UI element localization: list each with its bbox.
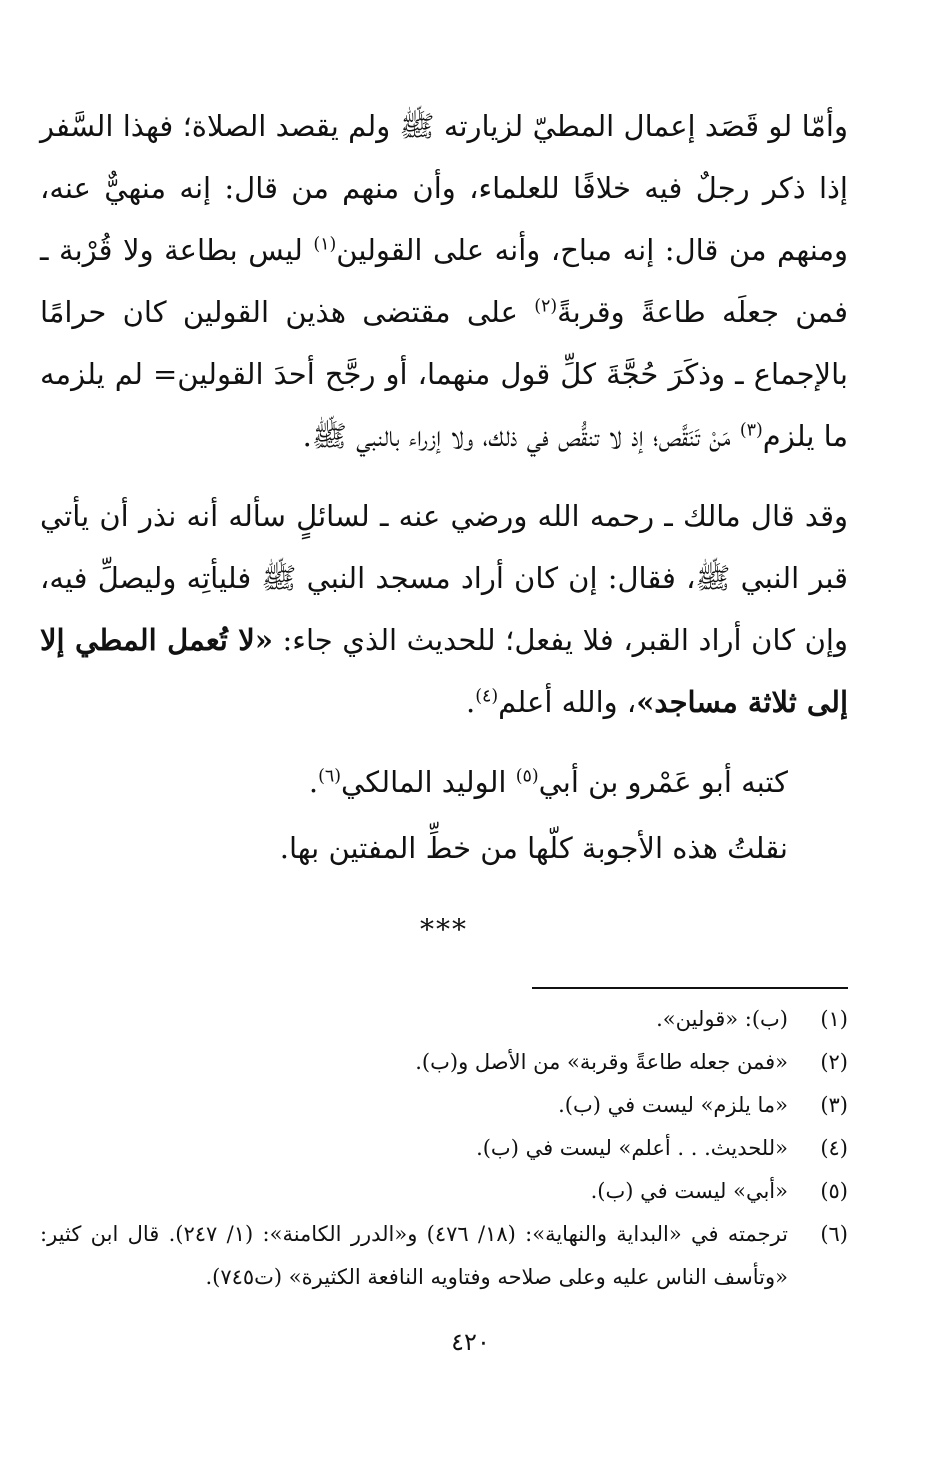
paragraph-2-part-b: ، والله أعلم bbox=[498, 685, 637, 719]
footnote-number: (١) bbox=[820, 1007, 848, 1031]
footnote-text: «أبي» ليست في (ب). bbox=[590, 1179, 788, 1203]
paragraph-1-part-a: وأمّا لو قَصَد إعمال المطيّ لزيارته ﷺ ولم يقصد الصلاة؛ فهذا السَّفر إذا ذكر رجلٌ فيه خلافًا للعلماء، وأن منهم من قال: إنه منهيٌّ عنه، ومنهم من قال: إنه مباح، وأنه على القولين bbox=[40, 109, 848, 267]
paragraph-2-text bbox=[40, 485, 848, 733]
footnote-ref-2[interactable]: (٢) bbox=[534, 296, 558, 317]
footnote-6 bbox=[40, 1213, 848, 1299]
footnotes bbox=[40, 998, 848, 1299]
footnote-number: (٢) bbox=[820, 1050, 848, 1074]
footnote-text: «فمن جعله طاعةً وقربة» من الأصل و(ب). bbox=[415, 1050, 788, 1074]
signature-end: . bbox=[308, 765, 319, 799]
paragraph-2-end: . bbox=[465, 685, 476, 719]
footnote-number: (٦) bbox=[820, 1222, 848, 1246]
footnote-text: ترجمته في «البداية والنهاية»: (١٨/ ٤٧٦) و«الدرر الكامنة»: (١/ ٢٤٧). قال ابن كثير: «وتأسف الناس عليه وعلى صلاحه وفتاويه النافعة الكثيرة» (ت٧٤٥). bbox=[40, 1222, 788, 1289]
footnote-ref-5[interactable]: (٥) bbox=[515, 766, 539, 787]
paragraph-1 bbox=[40, 95, 848, 467]
signature-line bbox=[40, 751, 848, 813]
paragraph-2-part-a: وقد قال مالك ـ رحمه الله ورضي عنه ـ لسائلٍ سأله أنه نذر أن يأتي قبر النبي ﷺ، فقال: إن كان أراد مسجد النبي ﷺ فليأتِه وليصلِّ فيه، وإن كان أراد القبر، فلا يفعل؛ للحديث الذي جاء: bbox=[40, 499, 848, 657]
footnote-number: (٤) bbox=[820, 1136, 848, 1160]
paragraph-1-part-b: ليس بطاعة ولا قُرْبة ـ فمن جعلَه طاعةً وقربةً bbox=[40, 233, 848, 329]
page-body bbox=[40, 95, 848, 946]
footnote-text: «ما يلزم» ليست في (ب). bbox=[558, 1093, 788, 1117]
footnote-5 bbox=[40, 1170, 848, 1213]
footnote-4 bbox=[40, 1127, 848, 1170]
footnote-number: (٥) bbox=[820, 1179, 848, 1203]
paragraph-1-part-d: مَنْ تَنَقَّص؛ إذ لا تنقُّص في ذلك، ولا إزراء بالنبي ﷺ. bbox=[302, 419, 740, 453]
footnote-number: (٣) bbox=[820, 1093, 848, 1117]
footnote-text: «للحديث. . . أعلم» ليست في (ب). bbox=[476, 1136, 788, 1160]
transcription-note: نقلتُ هذه الأجوبة كلّها من خطِّ المفتين بها. bbox=[279, 831, 788, 865]
signature-part-b: الوليد المالكي bbox=[341, 765, 516, 799]
paragraph-1-part-c: على مقتضى هذين القولين كان حرامًا بالإجماع ـ وذكَرَ حُجَّةَ كلِّ قول منهما، أو رجَّح أحدَ القولين= لم يلزمه ما يلزم bbox=[40, 295, 848, 453]
signature-part-a: كتبه أبو عَمْرو بن أبي bbox=[538, 765, 788, 799]
section-separator: *** bbox=[420, 913, 468, 946]
footnote-1 bbox=[40, 998, 848, 1041]
footnote-ref-6[interactable]: (٦) bbox=[318, 766, 342, 787]
paragraph-1-text bbox=[40, 95, 848, 467]
page-number: ٤٢٠ bbox=[451, 1328, 490, 1356]
paragraph-2 bbox=[40, 485, 848, 733]
footnote-ref-1[interactable]: (١) bbox=[313, 234, 337, 255]
footnote-ref-4[interactable]: (٤) bbox=[475, 686, 499, 707]
footnote-text: (ب): «قولين». bbox=[656, 1007, 788, 1031]
hadith-quote: «لا تُعمل المطي إلا إلى ثلاثة مساجد» bbox=[40, 623, 848, 719]
footnote-2 bbox=[40, 1041, 848, 1084]
footnote-divider bbox=[532, 987, 848, 989]
footnote-3 bbox=[40, 1084, 848, 1127]
footnote-ref-3[interactable]: (٣) bbox=[739, 420, 763, 441]
